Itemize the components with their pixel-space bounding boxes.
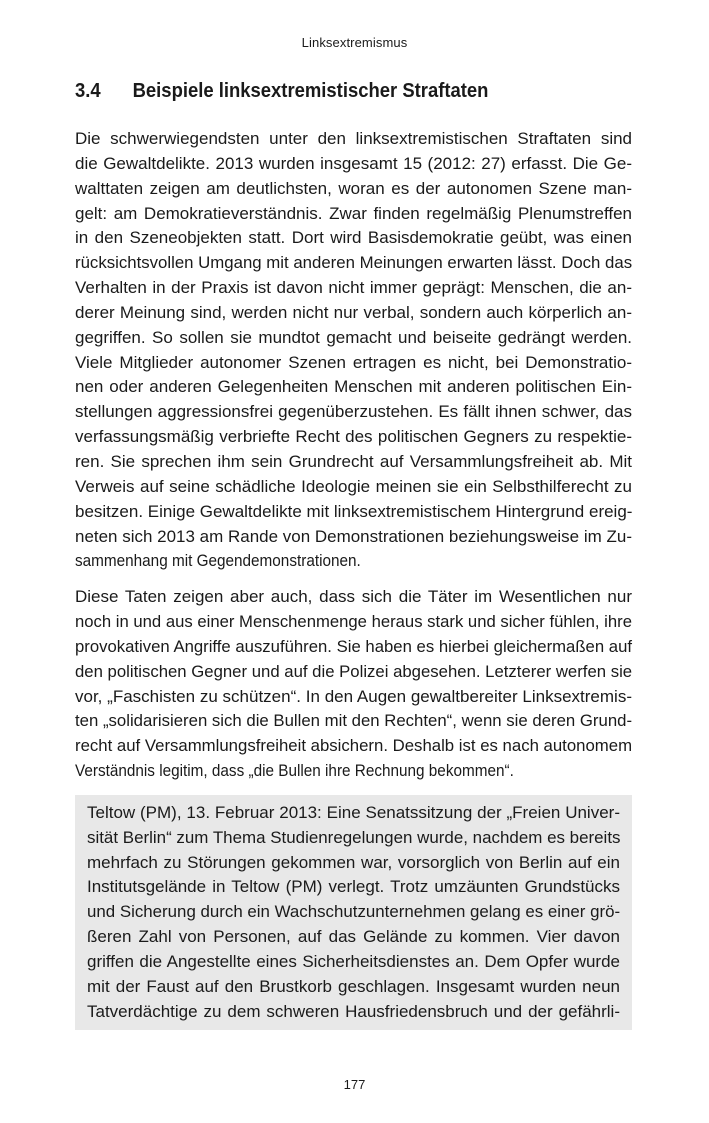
body-text — [75, 127, 632, 1030]
text-line: verfassungsmäßig verbriefte Recht des politischen Gegners zu respektie- — [75, 427, 632, 447]
text-line: Verhalten in der Praxis ist davon nicht immer geprägt: Menschen, die an- — [75, 278, 632, 298]
text-line: mit der Faust auf den Brustkorb geschlagen. Insgesamt wurden neun — [87, 976, 620, 996]
text-line: provokativen Angriffe auszuführen. Sie haben es hierbei gleichermaßen auf — [75, 636, 633, 656]
text-line: walttaten zeigen am deutlichsten, woran es der autonomen Szene man- — [75, 178, 632, 198]
text-line: Tatverdächtige zu dem schweren Hausfriedensbruch und der gefährli- — [87, 1001, 620, 1021]
text-line: gelt: am Demokratieverständnis. Zwar finden regelmäßig Plenumstreffen — [75, 203, 632, 223]
text-line: nen oder anderen Gelegenheiten Menschen mit anderen politischen Ein- — [75, 377, 632, 397]
text-line: die Gewaltdelikte. 2013 wurden insgesamt 15 (2012: 27) erfasst. Die Ge- — [75, 153, 632, 173]
section-title: Beispiele linksextremistischer Straftaten — [132, 79, 489, 102]
case-example-box — [75, 795, 632, 1030]
text-line: ren. Sie sprechen ihm sein Grundrecht auf Versammlungsfreiheit ab. Mit — [75, 451, 632, 471]
running-header: Linksextremismus — [301, 35, 408, 50]
text-line: derer Meinung sind, werden nicht nur verbal, sondern auch körperlich an- — [75, 302, 632, 322]
text-line: den politischen Gegner und auf die Polizei abgesehen. Letzterer werfen sie — [75, 661, 633, 681]
text-line: ten „solidarisieren sich die Bullen mit den Rechten“, wenn sie deren Grund- — [75, 711, 633, 731]
text-line: recht auf Versammlungsfreiheit absichern. Deshalb ist es nach autonomem — [75, 736, 633, 756]
text-line: sität Berlin“ zum Thema Studienregelungen wurde, nachdem es bereits — [87, 827, 621, 847]
text-line: besitzen. Einige Gewaltdelikte mit linksextremistischem Hintergrund ereig- — [75, 501, 633, 521]
text-line: sammenhang mit Gegendemonstrationen. — [75, 551, 361, 571]
text-line: Institutsgelände in Teltow (PM) verlegt. Trotz umzäunten Grundstücks — [87, 877, 620, 897]
text-line: Verständnis legitim, dass „die Bullen ihre Rechnung bekommen“. — [75, 761, 514, 781]
text-line: vor, „Faschisten zu schützen“. In den Augen gewaltbereiter Linksextremis- — [75, 686, 632, 706]
text-line: Viele Mitglieder autonomer Szenen ertragen es nicht, bei Demonstratio- — [75, 352, 632, 372]
section-number: 3.4 — [75, 79, 101, 102]
text-line: mehrfach zu Störungen gekommen war, vorsorglich von Berlin auf ein — [87, 852, 620, 872]
paragraph-perpetrators — [75, 585, 632, 784]
text-line: Die schwerwiegendsten unter den linksextremistischen Straftaten sind — [75, 129, 632, 148]
page-number: 177 — [343, 1077, 366, 1092]
text-line: noch in und aus einer Menschenmenge heraus stark und sicher fühlen, ihre — [75, 612, 632, 632]
paragraph-violent-crimes — [75, 127, 632, 574]
text-line: rücksichtsvollen Umgang mit anderen Meinungen erwarten lässt. Doch das — [75, 253, 633, 273]
text-line: in den Szeneobjekten statt. Dort wird Basisdemokratie geübt, was einen — [75, 228, 632, 248]
text-line: stellungen aggressionsfrei gegenüberzustehen. Es fällt ihnen schwer, das — [75, 402, 632, 422]
text-line: Diese Taten zeigen aber auch, dass sich die Täter im Wesentlichen nur — [75, 587, 632, 607]
text-line: Teltow (PM), 13. Februar 2013: Eine Senatssitzung der „Freien Univer- — [87, 802, 620, 822]
text-line: Verweis auf seine schädliche Ideologie meinen sie ein Selbsthilferecht zu — [75, 476, 632, 496]
text-line: gegriffen. So sollen sie mundtot gemacht und beiseite gedrängt werden. — [75, 327, 632, 347]
section-heading — [75, 78, 579, 104]
text-line: griffen die Angestellte eines Sicherheitsdienstes an. Dem Opfer wurde — [87, 952, 620, 971]
text-line: und Sicherung durch ein Wachschutzunternehmen gelang es einer grö- — [87, 902, 621, 922]
text-line: neten sich 2013 am Rande von Demonstrationen beziehungsweise im Zu- — [75, 526, 632, 546]
text-line: ßeren Zahl von Personen, auf das Gelände zu kommen. Vier davon — [87, 927, 620, 947]
